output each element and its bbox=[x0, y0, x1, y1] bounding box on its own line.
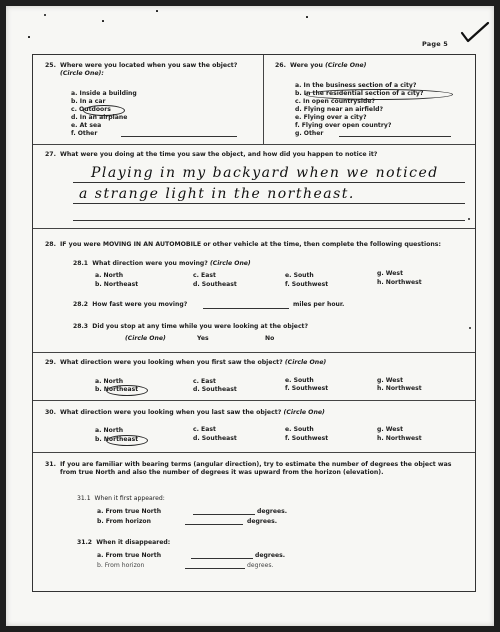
q28-2-speed-line[interactable] bbox=[203, 308, 289, 309]
q26-option-f[interactable]: f. Flying over open country? bbox=[295, 122, 392, 129]
q30-option-d[interactable]: d. Southeast bbox=[193, 435, 237, 442]
q31-number: 31. bbox=[45, 461, 56, 468]
page-number: Page 5 bbox=[421, 40, 448, 48]
q30-option-f[interactable]: f. Southwest bbox=[285, 435, 329, 442]
q30-text: What direction were you looking when you last saw the object? bbox=[60, 409, 282, 416]
q31-text-line1: If you are familiar with bearing terms (angular direction), try to estimate the number of degrees the object was bbox=[60, 461, 452, 468]
q26-question bbox=[275, 62, 471, 70]
q28-3-question bbox=[73, 323, 308, 331]
scan-speck bbox=[306, 16, 308, 18]
q28-1-option-c[interactable]: c. East bbox=[193, 272, 216, 279]
q28-2-number: 28.2 bbox=[73, 301, 89, 308]
section-q30 bbox=[33, 401, 475, 453]
q27-text: What were you doing at the time you saw the object, and how did you happen to notice it? bbox=[60, 151, 378, 158]
q31-2-horizon-unit: degrees. bbox=[247, 562, 274, 569]
q30-option-b[interactable]: b. Northeast bbox=[95, 436, 139, 443]
column-divider bbox=[263, 55, 264, 144]
section-q28 bbox=[33, 229, 475, 353]
q25-option-e[interactable]: e. At sea bbox=[71, 122, 102, 129]
checkmark-icon bbox=[460, 21, 490, 45]
q29-option-g[interactable]: g. West bbox=[377, 377, 403, 384]
section-q25-q26 bbox=[33, 55, 475, 145]
scan-speck bbox=[156, 10, 158, 12]
q29-selected-circle bbox=[106, 385, 148, 396]
q25-option-b[interactable]: b. In a car bbox=[71, 98, 106, 105]
q27-question bbox=[45, 151, 465, 159]
q26-number: 26. bbox=[275, 62, 286, 69]
q26-option-a[interactable]: a. In the business section of a city? bbox=[295, 82, 417, 89]
q26-instruction: (Circle One) bbox=[325, 62, 367, 69]
scan-dot bbox=[468, 218, 470, 220]
q31-1-number: 31.1 bbox=[77, 495, 91, 502]
q26-option-e[interactable]: e. Flying over a city? bbox=[295, 114, 367, 121]
q31-2-number: 31.2 bbox=[77, 539, 93, 546]
q29-option-c[interactable]: c. East bbox=[193, 378, 216, 385]
q28-3-yes[interactable]: Yes bbox=[197, 335, 209, 342]
q28-1-option-e[interactable]: e. South bbox=[285, 272, 314, 279]
q28-1-question bbox=[73, 260, 251, 268]
scan-speck bbox=[28, 36, 30, 38]
q31-question bbox=[45, 461, 475, 477]
form-page bbox=[6, 6, 494, 626]
q26-other-line bbox=[339, 136, 451, 137]
q25-option-a[interactable]: a. Inside a building bbox=[71, 90, 137, 97]
q31-1-north-line[interactable] bbox=[193, 514, 255, 515]
q29-option-e[interactable]: e. South bbox=[285, 377, 314, 384]
questionnaire-form bbox=[32, 54, 476, 592]
q31-2-text: When it disappeared: bbox=[96, 539, 171, 546]
q31-1-horizon-unit: degrees. bbox=[247, 518, 278, 525]
q26-option-b[interactable]: b. In the residential section of a city? bbox=[295, 90, 424, 97]
q29-number: 29. bbox=[45, 359, 56, 366]
q29-option-f[interactable]: f. Southwest bbox=[285, 385, 329, 392]
q29-option-h[interactable]: h. Northwest bbox=[377, 385, 422, 392]
q30-option-a[interactable]: a. North bbox=[95, 427, 124, 434]
q28-3-text: Did you stop at any time while you were looking at the object? bbox=[92, 323, 309, 330]
section-q29 bbox=[33, 353, 475, 401]
q28-1-option-a[interactable]: a. North bbox=[95, 272, 124, 279]
q31-1-north-label: a. From true North bbox=[97, 508, 162, 515]
q27-answer-rule-3 bbox=[73, 220, 465, 221]
q25-option-c[interactable]: c. Outdoors bbox=[71, 106, 111, 113]
q31-1-text: When it first appeared: bbox=[94, 495, 165, 502]
q31-2-label bbox=[77, 539, 170, 547]
q28-1-option-g[interactable]: g. West bbox=[377, 270, 403, 277]
q31-text-line2: from true North and also the number of degrees it was upward from the horizon (elevation). bbox=[60, 468, 384, 476]
q26-text: Were you bbox=[290, 62, 323, 69]
q26-option-c[interactable]: c. In open countryside? bbox=[295, 98, 376, 105]
q31-2-horizon-label: b. From horizon bbox=[97, 562, 145, 569]
q25-number: 25. bbox=[45, 62, 56, 69]
q31-2-north-unit: degrees. bbox=[255, 552, 286, 559]
q31-1-horizon-label: b. From horizon bbox=[97, 518, 151, 525]
q31-2-north-label: a. From true North bbox=[97, 552, 162, 559]
q29-option-a[interactable]: a. North bbox=[95, 378, 124, 385]
q28-1-number: 28.1 bbox=[73, 260, 89, 267]
section-q31 bbox=[33, 453, 475, 593]
q29-question bbox=[45, 359, 473, 367]
q28-2-unit: miles per hour. bbox=[293, 301, 345, 308]
q29-text: What direction were you looking when you first saw the object? bbox=[60, 359, 283, 366]
scan-dot bbox=[469, 327, 471, 329]
q29-instruction: (Circle One) bbox=[284, 359, 327, 366]
q29-option-b[interactable]: b. Northeast bbox=[95, 386, 139, 393]
q27-answer-rule-1 bbox=[73, 182, 465, 183]
q25-option-f[interactable]: f. Other bbox=[71, 130, 98, 137]
q30-option-e[interactable]: e. South bbox=[285, 426, 314, 433]
q28-2-question bbox=[73, 301, 187, 309]
q25-instruction: (Circle One): bbox=[60, 69, 104, 77]
q30-option-h[interactable]: h. Northwest bbox=[377, 435, 422, 442]
q26-option-d[interactable]: d. Flying near an airfield? bbox=[295, 106, 384, 113]
q28-2-text: How fast were you moving? bbox=[92, 301, 188, 308]
q30-question bbox=[45, 409, 473, 417]
section-q27 bbox=[33, 145, 475, 229]
q28-1-text: What direction were you moving? bbox=[92, 260, 208, 267]
q30-selected-circle bbox=[106, 435, 148, 446]
q28-1-option-h[interactable]: h. Northwest bbox=[377, 279, 422, 286]
q28-3-number: 28.3 bbox=[73, 323, 89, 330]
q28-1-option-f[interactable]: f. Southwest bbox=[285, 281, 329, 288]
q28-1-option-b[interactable]: b. Northeast bbox=[95, 281, 139, 288]
q30-option-g[interactable]: g. West bbox=[377, 426, 403, 433]
q25-text: Where were you located when you saw the object? bbox=[60, 62, 238, 69]
q30-option-c[interactable]: c. East bbox=[193, 426, 216, 433]
q31-2-north-line[interactable] bbox=[191, 558, 253, 559]
q28-1-option-d[interactable]: d. Southeast bbox=[193, 281, 237, 288]
q28-text: IF you were MOVING IN AN AUTOMOBILE or other vehicle at the time, then complete the following questions: bbox=[60, 241, 441, 248]
q28-1-instruction: (Circle One) bbox=[209, 260, 251, 267]
scan-speck bbox=[44, 14, 46, 16]
q30-number: 30. bbox=[45, 409, 56, 416]
q31-1-north-unit: degrees. bbox=[257, 508, 288, 515]
q25-other-line bbox=[121, 136, 237, 137]
q28-3-instruction: (Circle One) bbox=[125, 335, 166, 342]
q25-option-d[interactable]: d. In an airplane bbox=[71, 114, 128, 121]
scan-speck bbox=[102, 20, 104, 22]
q31-1-horizon-line[interactable] bbox=[185, 524, 243, 525]
q28-3-no[interactable]: No bbox=[265, 335, 275, 342]
q28-number: 28. bbox=[45, 241, 56, 248]
q29-option-d[interactable]: d. Southeast bbox=[193, 386, 237, 393]
q25-question bbox=[45, 62, 259, 78]
q27-answer-line2[interactable]: a strange light in the northeast. bbox=[79, 186, 355, 202]
q26-option-g[interactable]: g. Other bbox=[295, 130, 324, 137]
q27-answer-rule-2 bbox=[73, 203, 465, 204]
q31-2-horizon-line[interactable] bbox=[185, 568, 245, 569]
q31-1-label bbox=[77, 495, 165, 503]
q28-question bbox=[45, 241, 473, 249]
q30-instruction: (Circle One) bbox=[283, 409, 325, 416]
q27-number: 27. bbox=[45, 151, 56, 158]
q27-answer-line1[interactable]: Playing in my backyard when we noticed bbox=[91, 165, 439, 181]
